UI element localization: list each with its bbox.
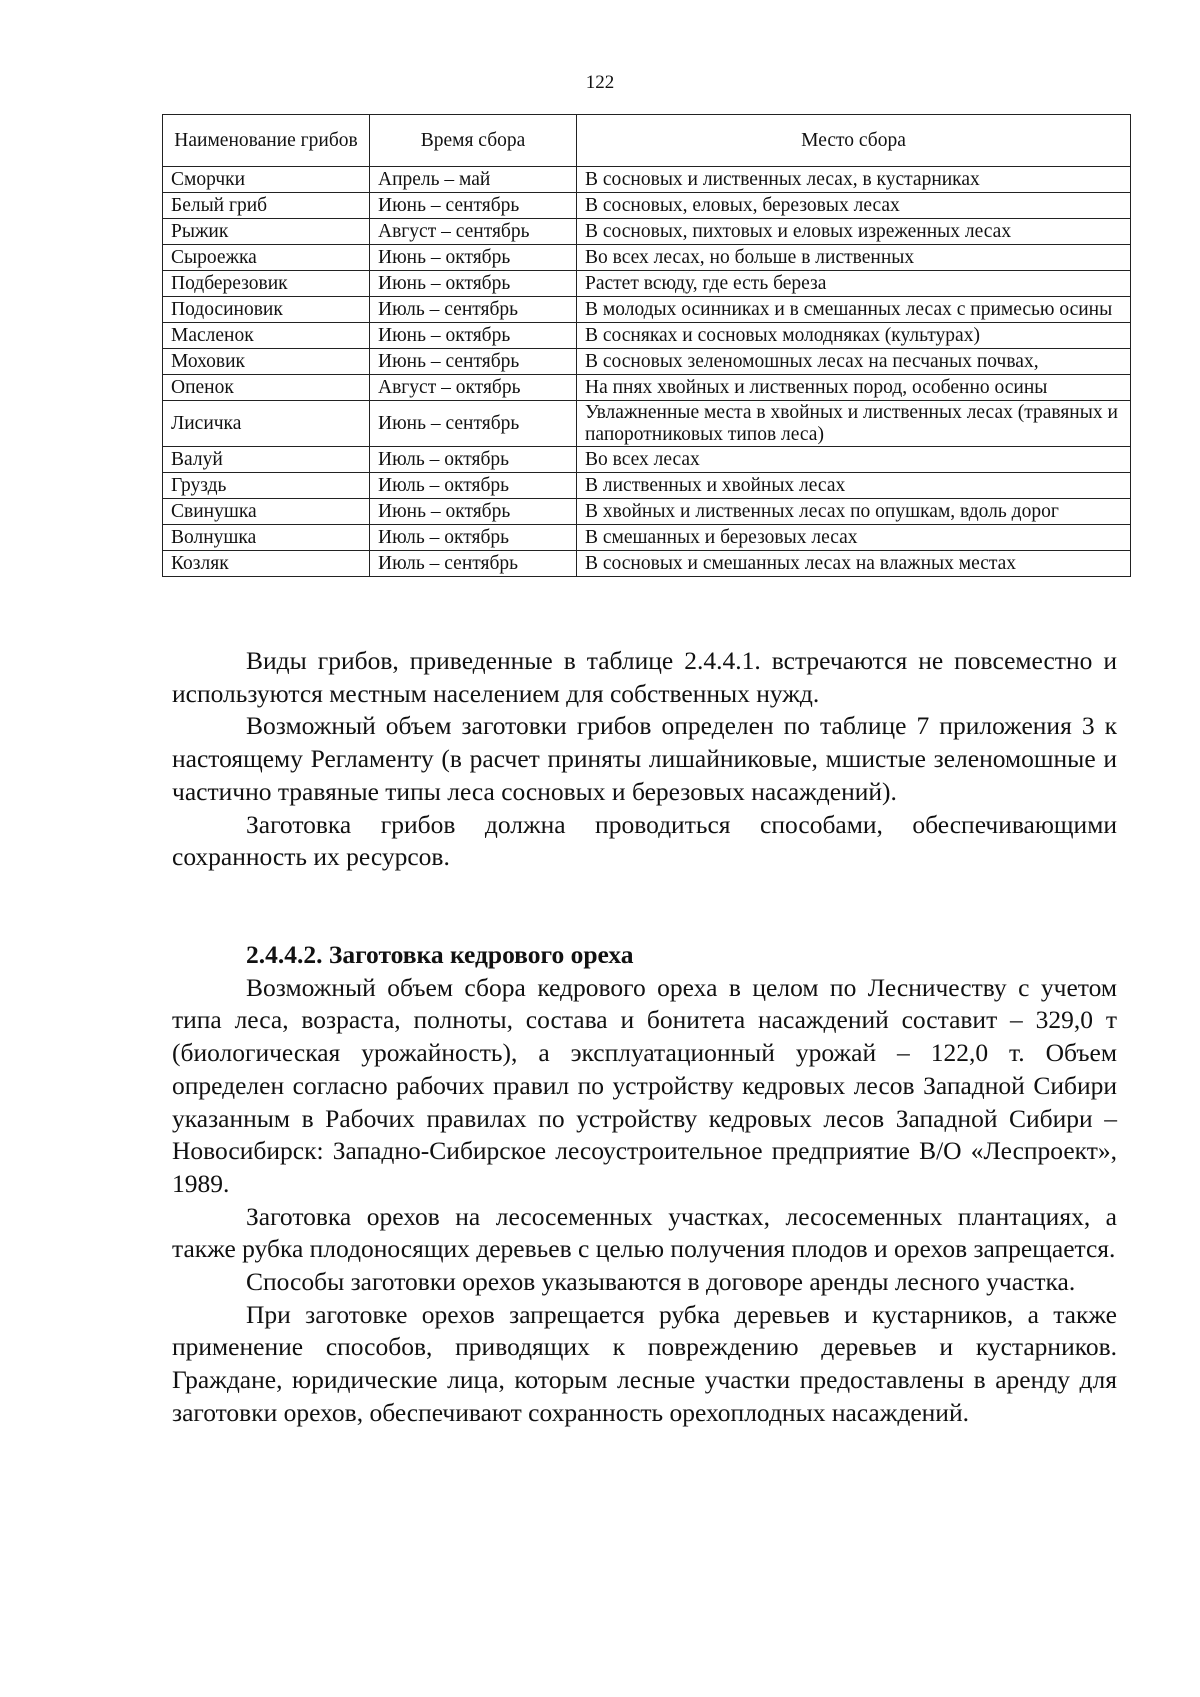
harvest-place: В сосновых, еловых, березовых лесах [577,193,1131,219]
mushroom-name: Сыроежка [163,245,370,271]
mushroom-name: Масленок [163,323,370,349]
harvest-place: В молодых осинниках и в смешанных лесах с примесью осины [577,297,1131,323]
paragraph: Способы заготовки орехов указываются в договоре аренды лесного участка. [246,1267,1076,1297]
section-heading: 2.4.4.2. Заготовка кедрового ореха [246,940,634,969]
harvest-place: В сосновых, пихтовых и еловых изреженных лесах [577,219,1131,245]
page-number: 122 [585,72,615,93]
harvest-place: В хвойных и лиственных лесах по опушкам, вдоль дорог [577,499,1131,525]
mushroom-name: Подосиновик [163,297,370,323]
harvest-place: Во всех лесах [577,447,1131,473]
table-row [163,473,1131,499]
table-row [163,271,1131,297]
table-row [163,447,1131,473]
table-row [163,297,1131,323]
harvest-time: Июль – сентябрь [370,297,577,323]
harvest-place: В лиственных и хвойных лесах [577,473,1131,499]
table-row [163,193,1131,219]
harvest-time: Июнь – октябрь [370,323,577,349]
mushroom-name: Козляк [163,551,370,577]
mushroom-name: Белый гриб [163,193,370,219]
header-harvest-time: Время сбора [370,115,577,167]
harvest-time: Июнь – октябрь [370,245,577,271]
mushroom-name: Груздь [163,473,370,499]
harvest-time: Июнь – сентябрь [370,193,577,219]
harvest-place: В сосновых зеленомошных лесах на песчаных почвах, [577,349,1131,375]
table-row [163,551,1131,577]
mushroom-name: Опенок [163,375,370,401]
mushroom-name: Валуй [163,447,370,473]
harvest-time: Июнь – октябрь [370,271,577,297]
paragraph: Возможный объем сбора кедрового ореха в целом по Лесничеству с учетом типа леса, возраста, полноты, состава и бонитета насаждений составит – 329,0 т (биологическая урожайность), а эксплуатационный урожай – 122,0 т. Объем определен согласно рабочих правил по устройству кедровых лесов Западной Сибири указанным в Рабочих правилах по устройству кедровых лесов Западной Сибири – Новосибирск: Западно-Сибирское лесоустроительное предприятие В/О «Леспроект», 1989. [172,972,1117,1198]
mushroom-table [162,114,1131,577]
harvest-time: Июнь – октябрь [370,499,577,525]
harvest-time: Июнь – сентябрь [370,349,577,375]
harvest-place: В сосновых и лиственных лесах, в кустарниках [577,167,1131,193]
harvest-place: Растет всюду, где есть береза [577,271,1131,297]
paragraph: Виды грибов, приведенные в таблице 2.4.4.1. встречаются не повсеместно и используются местным населением для собственных нужд. [172,646,1117,708]
table-header-row [163,115,1131,167]
paragraph: При заготовке орехов запрещается рубка деревьев и кустарников, а также применение способов, приводящих к повреждению деревьев и кустарников. Граждане, юридические лица, которым лесные участки предоставлены в аренду для заготовки орехов, обеспечивают сохранность орехоплодных насаждений. [172,1299,1117,1427]
table-row [163,375,1131,401]
table-row [163,323,1131,349]
harvest-time: Июль – октябрь [370,447,577,473]
harvest-place: В сосновых и смешанных лесах на влажных местах [577,551,1131,577]
mushroom-name: Рыжик [163,219,370,245]
table-row [163,401,1131,447]
mushroom-notes [172,645,1117,874]
harvest-time: Август – октябрь [370,375,577,401]
mushroom-name: Сморчки [163,167,370,193]
table-row [163,219,1131,245]
table-row [163,167,1131,193]
paragraph: Возможный объем заготовки грибов определен по таблице 7 приложения 3 к настоящему Регламенту (в расчет приняты лишайниковые, мшистые зеленомошные и частично травяные типы леса сосновых и березовых насаждений). [172,711,1117,806]
table-row [163,349,1131,375]
mushroom-name: Подберезовик [163,271,370,297]
table-row [163,499,1131,525]
harvest-place: В сосняках и сосновых молодняках (культурах) [577,323,1131,349]
table-row [163,245,1131,271]
mushroom-name: Моховик [163,349,370,375]
harvest-place: В смешанных и березовых лесах [577,525,1131,551]
harvest-place: Увлажненные места в хвойных и лиственных лесах (травяных и папоротниковых типов леса) [577,401,1131,447]
paragraph: Заготовка грибов должна проводиться способами, обеспечивающими сохранность их ресурсов. [172,809,1117,872]
harvest-time: Август – сентябрь [370,219,577,245]
harvest-place: На пнях хвойных и лиственных пород, особенно осины [577,375,1131,401]
paragraph: Заготовка орехов на лесосеменных участках, лесосеменных плантациях, а также рубка плодоносящих деревьев с целью получения плодов и орехов запрещается. [172,1201,1117,1264]
mushroom-name: Волнушка [163,525,370,551]
header-harvest-place: Место сбора [577,115,1131,167]
harvest-time: Июль – сентябрь [370,551,577,577]
header-mushroom-name: Наименование грибов [163,115,370,167]
harvest-time: Июнь – сентябрь [370,401,577,447]
harvest-place: Во всех лесах, но больше в лиственных [577,245,1131,271]
table-row [163,525,1131,551]
mushroom-name: Свинушка [163,499,370,525]
mushroom-name: Лисичка [163,401,370,447]
cedar-nut-section [172,939,1117,1430]
harvest-time: Июль – октябрь [370,525,577,551]
harvest-time: Июль – октябрь [370,473,577,499]
harvest-time: Апрель – май [370,167,577,193]
